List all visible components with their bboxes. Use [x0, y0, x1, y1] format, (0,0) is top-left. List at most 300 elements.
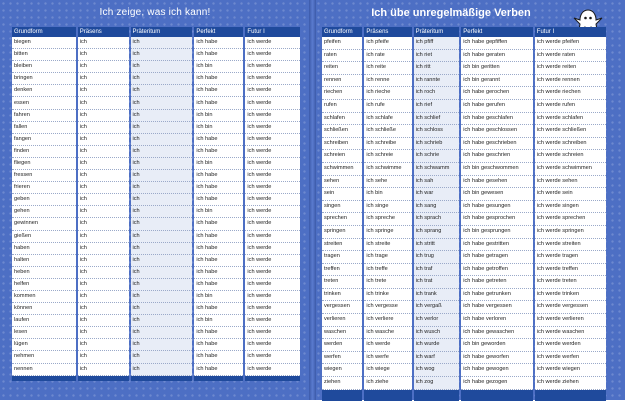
table-cell: ich	[78, 364, 129, 376]
table-row	[322, 213, 606, 226]
table-cell: ich	[78, 206, 129, 218]
footer-cell	[12, 376, 76, 381]
table-row	[322, 377, 606, 390]
table-cell: ich werde	[245, 158, 300, 170]
table-cell: ich sprach	[414, 213, 460, 226]
table-cell: ich reite	[364, 62, 411, 75]
table-row	[12, 146, 300, 158]
table-cell: ich habe	[194, 37, 243, 49]
table-cell: halten	[12, 255, 76, 267]
table-cell: ziehen	[322, 377, 362, 390]
table-cell: ich	[131, 267, 193, 279]
table-cell: raten	[322, 50, 362, 63]
table-cell: ich sah	[414, 176, 460, 189]
table-row	[12, 339, 300, 351]
table-cell: ich werde	[245, 255, 300, 267]
table-cell: ich	[78, 303, 129, 315]
table-cell: ich	[131, 206, 193, 218]
table-cell: ich werde	[245, 37, 300, 49]
table-cell: ich rannte	[414, 75, 460, 88]
table-cell: schreien	[322, 150, 362, 163]
table-cell: ich sang	[414, 201, 460, 214]
table-cell: ich	[78, 170, 129, 182]
table-cell: ich werde schließen	[535, 125, 606, 138]
table-cell: sprechen	[322, 213, 362, 226]
table-cell: ich habe	[194, 327, 243, 339]
table-cell: ich	[78, 85, 129, 97]
table-cell: ich werde schreien	[535, 150, 606, 163]
table-cell: ich	[78, 61, 129, 73]
left-verb-table	[10, 27, 302, 381]
table-cell: ich riet	[414, 50, 460, 63]
table-cell: ich	[131, 218, 193, 230]
table-cell: ich werde raten	[535, 50, 606, 63]
table-row	[12, 61, 300, 73]
table-cell: finden	[12, 146, 76, 158]
table-row	[322, 264, 606, 277]
table-cell: ich	[131, 231, 193, 243]
table-cell: ich wiege	[364, 364, 411, 377]
table-row	[322, 176, 606, 189]
table-cell: ich werde rennen	[535, 75, 606, 88]
table-cell: ich werde	[245, 231, 300, 243]
table-cell: ich	[78, 97, 129, 109]
table-cell: nennen	[12, 364, 76, 376]
table-cell: ich	[78, 182, 129, 194]
table-cell: ich bin	[194, 291, 243, 303]
table-row	[12, 194, 300, 206]
table-cell: ich	[131, 351, 193, 363]
table-cell: helfen	[12, 279, 76, 291]
table-cell: ich habe gewaschen	[461, 327, 533, 340]
table-row	[322, 37, 606, 50]
table-cell: ich werde	[245, 218, 300, 230]
table-cell: ich ritt	[414, 62, 460, 75]
table-row	[12, 37, 300, 49]
table-row	[12, 97, 300, 109]
table-cell: ich trug	[414, 251, 460, 264]
table-cell: ich werde	[245, 110, 300, 122]
table-cell: ich	[78, 49, 129, 61]
table-row	[12, 134, 300, 146]
table-cell: fressen	[12, 170, 76, 182]
table-cell: ich werde werden	[535, 339, 606, 352]
table-row	[12, 110, 300, 122]
table-cell: ich warf	[414, 352, 460, 365]
table-row	[322, 188, 606, 201]
table-cell: ich habe gezogen	[461, 377, 533, 390]
table-cell: ich werde treten	[535, 276, 606, 289]
table-cell: gewinnen	[12, 218, 76, 230]
table-cell: ich rufe	[364, 100, 411, 113]
table-cell: treten	[322, 276, 362, 289]
table-row	[12, 73, 300, 85]
table-cell: ich werde sehen	[535, 176, 606, 189]
table-cell: vergessen	[322, 301, 362, 314]
table-cell: ich	[78, 351, 129, 363]
table-cell: ich habe vergessen	[461, 301, 533, 314]
table-cell: ich habe	[194, 170, 243, 182]
table-row	[322, 314, 606, 327]
table-cell: denken	[12, 85, 76, 97]
table-cell: ich schrie	[414, 150, 460, 163]
table-cell: ich	[131, 194, 193, 206]
table-cell: ich habe gestritten	[461, 239, 533, 252]
table-cell: ich verliere	[364, 314, 411, 327]
table-cell: ich werde	[245, 279, 300, 291]
table-cell: ich	[78, 243, 129, 255]
table-row	[322, 150, 606, 163]
table-cell: ich war	[414, 188, 460, 201]
table-row	[12, 291, 300, 303]
table-cell: verlieren	[322, 314, 362, 327]
footer-cell	[535, 390, 606, 401]
table-cell: ich werde	[245, 49, 300, 61]
table-cell: ich werde pfeifen	[535, 37, 606, 50]
table-row	[322, 352, 606, 365]
table-cell: ich werde trinken	[535, 289, 606, 302]
table-cell: ich habe geraten	[461, 50, 533, 63]
table-cell: ich habe	[194, 351, 243, 363]
table-cell: ich	[78, 73, 129, 85]
table-cell: ich habe gewogen	[461, 364, 533, 377]
table-cell: ich bin gewesen	[461, 188, 533, 201]
table-cell: ich habe getrunken	[461, 289, 533, 302]
table-cell: trinken	[322, 289, 362, 302]
table-cell: ich werde werfen	[535, 352, 606, 365]
table-cell: ich	[131, 97, 193, 109]
table-cell: ich habe	[194, 146, 243, 158]
table-cell: ich	[131, 315, 193, 327]
table-cell: fahren	[12, 110, 76, 122]
table-cell: ich werde	[245, 351, 300, 363]
table-cell: fangen	[12, 134, 76, 146]
table-cell: ich habe	[194, 194, 243, 206]
table-cell: ich trank	[414, 289, 460, 302]
table-cell: ich	[131, 37, 193, 49]
table-cell: schlafen	[322, 113, 362, 126]
table-cell: treffen	[322, 264, 362, 277]
table-cell: ich	[131, 291, 193, 303]
table-cell: ich spreche	[364, 213, 411, 226]
table-cell: ich bin geschwommen	[461, 163, 533, 176]
table-row	[12, 267, 300, 279]
column-header: Perfekt	[461, 27, 533, 37]
table-cell: ich habe gerufen	[461, 100, 533, 113]
table-cell: ich	[78, 267, 129, 279]
table-cell: ich habe getragen	[461, 251, 533, 264]
column-header: Perfekt	[194, 27, 243, 37]
column-header: Präteritum	[131, 27, 193, 37]
table-cell: singen	[322, 201, 362, 214]
table-cell: ich werde	[245, 122, 300, 134]
table-cell: ich	[78, 122, 129, 134]
table-cell: ich wog	[414, 364, 460, 377]
table-cell: ich	[78, 110, 129, 122]
table-cell: ich habe geschrien	[461, 150, 533, 163]
table-cell: ich werde	[245, 291, 300, 303]
table-cell: ich rief	[414, 100, 460, 113]
table-cell: ich habe getreten	[461, 276, 533, 289]
table-cell: ich	[131, 61, 193, 73]
table-cell: ich werde	[245, 170, 300, 182]
table-cell: ich	[131, 339, 193, 351]
table-cell: ich schwamm	[414, 163, 460, 176]
table-row	[322, 327, 606, 340]
table-cell: ich	[78, 218, 129, 230]
table-cell: ich streite	[364, 239, 411, 252]
table-cell: bleiben	[12, 61, 76, 73]
column-header: Präsens	[78, 27, 129, 37]
table-cell: ich werde	[245, 146, 300, 158]
table-row	[322, 87, 606, 100]
table-cell: ich habe geschlafen	[461, 113, 533, 126]
table-cell: ich werde streiten	[535, 239, 606, 252]
table-cell: ich werde verlieren	[535, 314, 606, 327]
table-cell: ich habe	[194, 339, 243, 351]
table-cell: ich habe	[194, 134, 243, 146]
table-cell: ich ziehe	[364, 377, 411, 390]
right-verb-table	[320, 27, 608, 401]
table-cell: ich werde waschen	[535, 327, 606, 340]
table-cell: ich werde riechen	[535, 87, 606, 100]
table-cell: springen	[322, 226, 362, 239]
table-cell: ich bin	[364, 188, 411, 201]
table-cell: ich trage	[364, 251, 411, 264]
table-cell: ich werde vergessen	[535, 301, 606, 314]
table-cell: ich	[78, 146, 129, 158]
table-row	[12, 158, 300, 170]
table-cell: ich	[78, 194, 129, 206]
table-cell: ich werde	[245, 327, 300, 339]
table-cell: ich werde springen	[535, 226, 606, 239]
table-cell: ich sehe	[364, 176, 411, 189]
table-cell: können	[12, 303, 76, 315]
table-cell: ich habe gepfiffen	[461, 37, 533, 50]
table-cell: ich pfiff	[414, 37, 460, 50]
table-cell: ich habe	[194, 85, 243, 97]
footer-cell	[78, 376, 129, 381]
table-cell: schreiben	[322, 138, 362, 151]
table-cell: ich werde	[245, 97, 300, 109]
table-row	[322, 62, 606, 75]
table-cell: ich	[131, 122, 193, 134]
table-cell: ich vergesse	[364, 301, 411, 314]
table-cell: ich	[131, 364, 193, 376]
book-gutter	[309, 0, 316, 400]
table-cell: ich schlief	[414, 113, 460, 126]
table-cell: ich bin geritten	[461, 62, 533, 75]
table-cell: ich habe geschrieben	[461, 138, 533, 151]
table-cell: tragen	[322, 251, 362, 264]
table-cell: bitten	[12, 49, 76, 61]
table-footer	[12, 376, 300, 381]
table-cell: ich	[131, 73, 193, 85]
table-cell: werden	[322, 339, 362, 352]
table-cell: frieren	[12, 182, 76, 194]
table-cell: lesen	[12, 327, 76, 339]
table-row	[12, 231, 300, 243]
table-cell: ich	[131, 134, 193, 146]
table-cell: ich	[131, 170, 193, 182]
table-cell: ich	[131, 49, 193, 61]
table-cell: laufen	[12, 315, 76, 327]
table-row	[12, 170, 300, 182]
table-cell: ich	[78, 315, 129, 327]
footer-cell	[461, 390, 533, 401]
table-cell: ich werde schreiben	[535, 138, 606, 151]
table-cell: fliegen	[12, 158, 76, 170]
table-cell: ich vergaß	[414, 301, 460, 314]
table-row	[12, 351, 300, 363]
right-page-title: Ich übe unregelmäßige Verben	[371, 7, 531, 19]
table-cell: ich habe getroffen	[461, 264, 533, 277]
table-cell: geben	[12, 194, 76, 206]
table-cell: ich habe	[194, 255, 243, 267]
table-cell: ich schrieb	[414, 138, 460, 151]
table-row	[322, 364, 606, 377]
table-cell: ich wurde	[414, 339, 460, 352]
table-cell: ich werde schlafen	[535, 113, 606, 126]
table-cell: ich bin gerannt	[461, 75, 533, 88]
table-cell: ich schreibe	[364, 138, 411, 151]
table-cell: ich trete	[364, 276, 411, 289]
table-cell: ich habe	[194, 182, 243, 194]
table-cell: ich habe gesungen	[461, 201, 533, 214]
table-cell: rufen	[322, 100, 362, 113]
table-row	[322, 113, 606, 126]
table-row	[12, 279, 300, 291]
table-cell: nehmen	[12, 351, 76, 363]
footer-cell	[322, 390, 362, 401]
table-cell: gießen	[12, 231, 76, 243]
left-page-title: Ich zeige, was ich kann!	[99, 7, 211, 18]
table-cell: ich	[78, 291, 129, 303]
table-cell: ich springe	[364, 226, 411, 239]
table-cell: sehen	[322, 176, 362, 189]
table-cell: ich trat	[414, 276, 460, 289]
table-cell: ich werfe	[364, 352, 411, 365]
column-header: Grundform	[12, 27, 76, 37]
table-cell: haben	[12, 243, 76, 255]
footer-cell	[131, 376, 193, 381]
table-cell: ich habe	[194, 218, 243, 230]
table-row	[12, 182, 300, 194]
table-cell: ich schlafe	[364, 113, 411, 126]
column-header: Futur I	[245, 27, 300, 37]
table-row	[12, 364, 300, 376]
table-cell: ich werde tragen	[535, 251, 606, 264]
table-row	[322, 50, 606, 63]
table-cell: ich habe	[194, 97, 243, 109]
table-cell: ich schwimme	[364, 163, 411, 176]
table-cell: ich wasche	[364, 327, 411, 340]
table-cell: ich	[78, 158, 129, 170]
table-cell: ich werde	[245, 206, 300, 218]
table-cell: ich bin	[194, 206, 243, 218]
table-cell: ich schreie	[364, 150, 411, 163]
footer-cell	[414, 390, 460, 401]
table-cell: ich	[131, 158, 193, 170]
table-cell: ich stritt	[414, 239, 460, 252]
table-row	[322, 75, 606, 88]
table-row	[322, 251, 606, 264]
table-cell: ich habe geworfen	[461, 352, 533, 365]
table-cell: ich trinke	[364, 289, 411, 302]
table-cell: ich sprang	[414, 226, 460, 239]
column-header: Präsens	[364, 27, 411, 37]
table-cell: ich	[131, 110, 193, 122]
table-cell: pfeifen	[322, 37, 362, 50]
table-cell: ich renne	[364, 75, 411, 88]
table-cell: ich	[131, 85, 193, 97]
table-cell: essen	[12, 97, 76, 109]
table-cell: heben	[12, 267, 76, 279]
table-cell: ich singe	[364, 201, 411, 214]
table-cell: ich werde	[245, 243, 300, 255]
table-cell: ich bin	[194, 315, 243, 327]
table-row	[12, 49, 300, 61]
table-row	[322, 100, 606, 113]
table-row	[322, 339, 606, 352]
table-cell: waschen	[322, 327, 362, 340]
table-cell: schließen	[322, 125, 362, 138]
table-cell: ich	[131, 243, 193, 255]
table-cell: ich werde	[245, 315, 300, 327]
table-cell: ich rate	[364, 50, 411, 63]
column-header: Futur I	[535, 27, 606, 37]
table-cell: ich	[131, 146, 193, 158]
table-cell: ich	[131, 182, 193, 194]
table-cell: ich werde	[364, 339, 411, 352]
table-cell: ich habe	[194, 231, 243, 243]
table-row	[12, 206, 300, 218]
table-cell: schwimmen	[322, 163, 362, 176]
table-cell: ich werde	[245, 182, 300, 194]
table-row	[322, 163, 606, 176]
table-row	[322, 239, 606, 252]
table-row	[12, 85, 300, 97]
table-cell: streiten	[322, 239, 362, 252]
table-cell: lügen	[12, 339, 76, 351]
table-cell: gehen	[12, 206, 76, 218]
table-cell: ich bin gesprungen	[461, 226, 533, 239]
table-cell: wiegen	[322, 364, 362, 377]
table-row	[12, 243, 300, 255]
table-cell: ich	[78, 37, 129, 49]
table-cell: ich werde	[245, 85, 300, 97]
table-cell: ich bin	[194, 110, 243, 122]
table-footer	[322, 390, 606, 401]
table-cell: ich werde	[245, 134, 300, 146]
table-row	[322, 138, 606, 151]
table-cell: ich habe	[194, 49, 243, 61]
table-cell: ich bin	[194, 61, 243, 73]
table-cell: ich werde treffen	[535, 264, 606, 277]
table-cell: ich werde	[245, 303, 300, 315]
column-header: Präteritum	[414, 27, 460, 37]
table-cell: ich	[131, 327, 193, 339]
table-row	[322, 226, 606, 239]
table-cell: reiten	[322, 62, 362, 75]
table-cell: werfen	[322, 352, 362, 365]
table-row	[322, 301, 606, 314]
table-cell: ich schließe	[364, 125, 411, 138]
table-row	[12, 315, 300, 327]
table-cell: ich habe gesehen	[461, 176, 533, 189]
table-cell: ich werde	[245, 339, 300, 351]
table-cell: ich habe	[194, 364, 243, 376]
